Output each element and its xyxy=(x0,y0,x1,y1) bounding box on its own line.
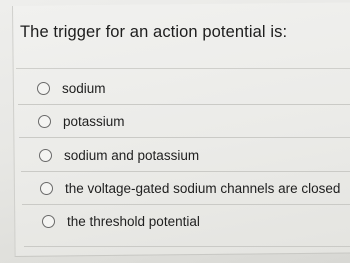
answer-option-label: sodium xyxy=(62,80,106,96)
answer-option-label: the threshold potential xyxy=(67,213,200,229)
answer-option-label: sodium and potassium xyxy=(64,147,200,163)
radio-button-icon[interactable] xyxy=(38,115,51,128)
radio-button-icon[interactable] xyxy=(39,149,52,162)
answer-option-sodium-and-potassium[interactable] xyxy=(39,140,199,170)
option-divider xyxy=(24,246,350,247)
answer-option-sodium[interactable] xyxy=(37,73,106,103)
radio-button-icon[interactable] xyxy=(37,82,50,95)
question-divider xyxy=(16,68,350,69)
answer-option-label: the voltage-gated sodium channels are closed xyxy=(65,180,341,196)
answer-option-potassium[interactable] xyxy=(38,106,125,136)
answer-option-channels-closed[interactable] xyxy=(40,173,340,203)
option-divider xyxy=(18,104,350,105)
option-divider xyxy=(22,204,350,205)
radio-button-icon[interactable] xyxy=(40,182,53,195)
question-text: The trigger for an action potential is: xyxy=(20,23,288,41)
option-divider xyxy=(19,137,350,138)
answer-option-threshold-potential[interactable] xyxy=(42,206,200,236)
answer-option-label: potassium xyxy=(63,113,125,129)
radio-button-icon[interactable] xyxy=(42,215,55,228)
option-divider xyxy=(21,171,350,172)
